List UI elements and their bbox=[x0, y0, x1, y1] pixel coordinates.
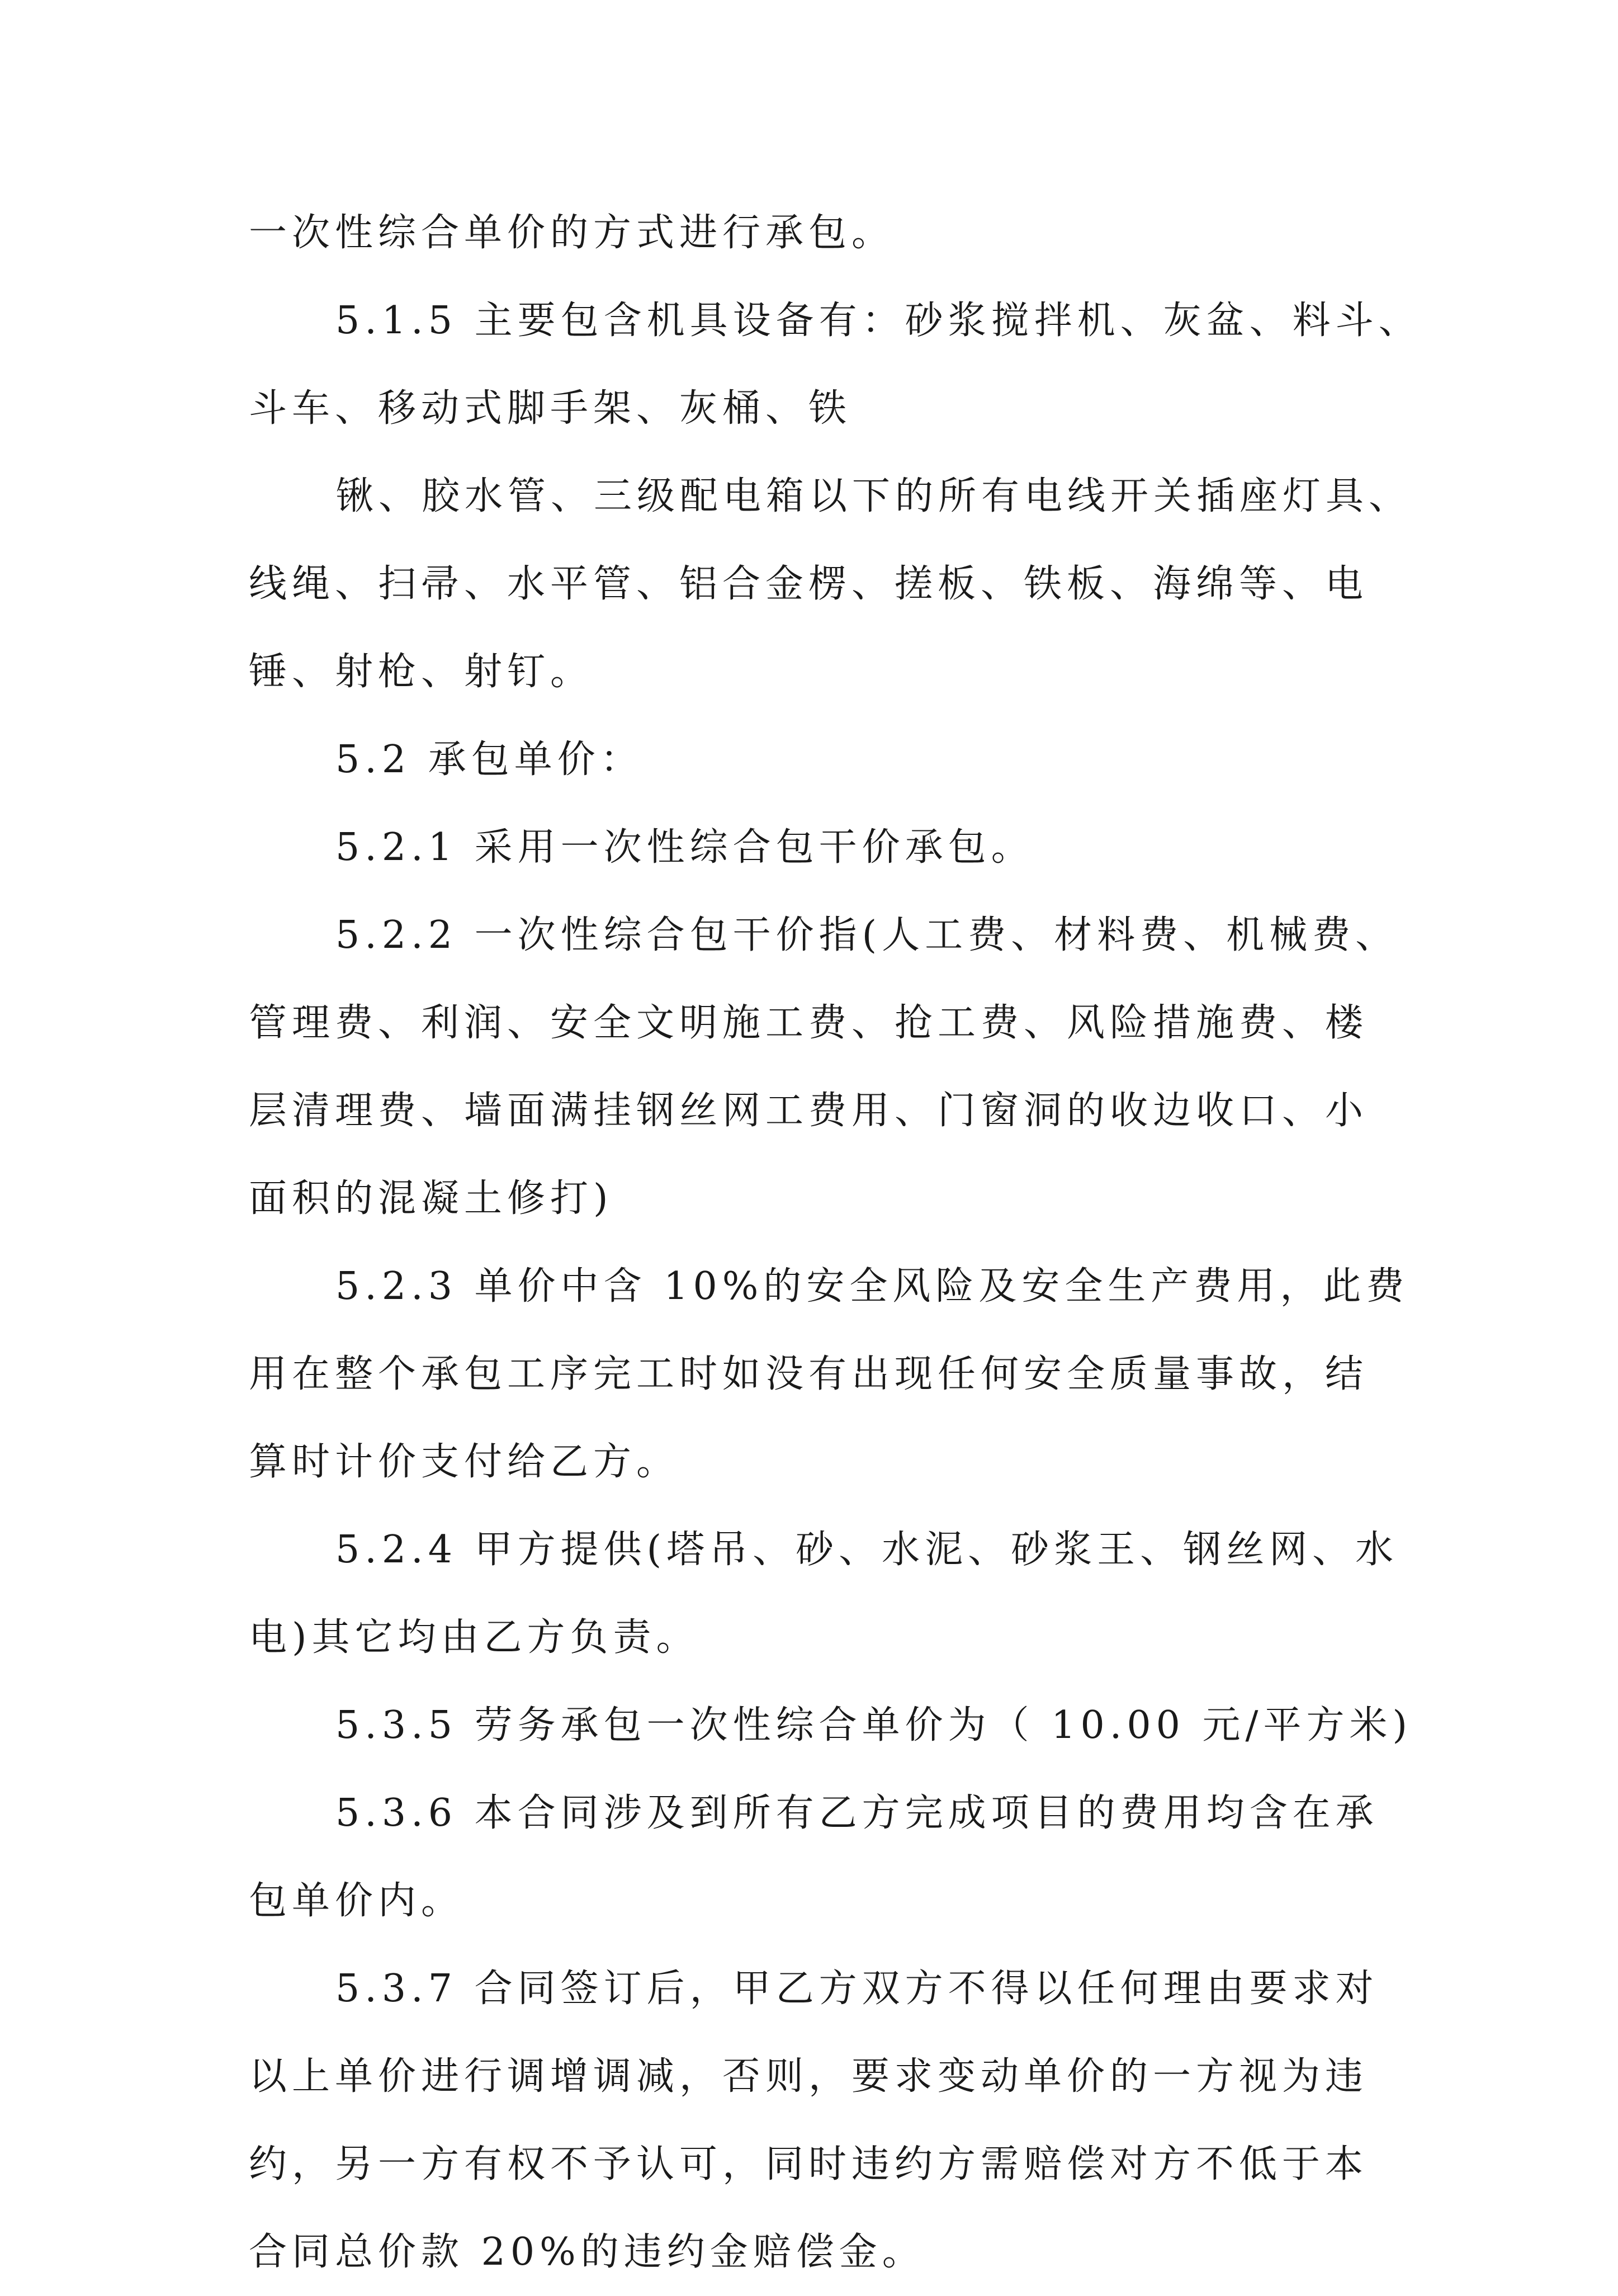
text-line: 层清理费、墙面满挂钢丝网工费用、门窗洞的收边收口、小 bbox=[249, 1089, 1369, 1133]
text-line: 锹、胶水管、三级配电箱以下的所有电线开关插座灯具、 bbox=[335, 474, 1412, 518]
section-heading: 5.2 承包单价： bbox=[335, 738, 644, 782]
paragraph-5-2-2 bbox=[249, 891, 1420, 1243]
text-line: 5.3.7 合同签订后，甲乙方双方不得以任何理由要求对 bbox=[335, 1967, 1379, 2011]
text-line: 一次性综合单价的方式进行承包。 bbox=[249, 211, 895, 255]
text-line: 约，另一方有权不予认可，同时违约方需赔偿对方不低于本 bbox=[249, 2142, 1369, 2186]
paragraph-tools-list bbox=[249, 452, 1420, 716]
paragraph-5-2 bbox=[249, 716, 1420, 804]
text-line: 线绳、扫帚、水平管、铝合金楞、搓板、铁板、海绵等、电 bbox=[249, 562, 1369, 606]
paragraph-5-2-1 bbox=[249, 804, 1420, 891]
text-line: 以上单价进行调增调减，否则，要求变动单价的一方视为违 bbox=[249, 2054, 1369, 2099]
paragraph-intro bbox=[249, 189, 1420, 277]
paragraph-5-1-5 bbox=[249, 277, 1420, 452]
text-line: 管理费、利润、安全文明施工费、抢工费、风险措施费、楼 bbox=[249, 1001, 1369, 1045]
paragraph-5-3-5 bbox=[249, 1681, 1420, 1769]
paragraph-5-3-6 bbox=[249, 1769, 1420, 1945]
text-line: 电)其它均由乙方负责。 bbox=[249, 1615, 699, 1660]
document-body bbox=[249, 189, 1420, 2296]
paragraph-5-2-4 bbox=[249, 1506, 1420, 1681]
text-line: 包单价内。 bbox=[249, 1879, 465, 1923]
text-line: 面积的混凝土修打) bbox=[249, 1177, 613, 1221]
text-line: 锤、射枪、射钉。 bbox=[249, 650, 594, 694]
text-line: 5.3.5 劳务承包一次性综合单价为（ 10.00 元/平方米) bbox=[335, 1703, 1412, 1747]
text-line: 5.1.5 主要包含机具设备有：砂浆搅拌机、灰盆、料斗、 bbox=[335, 299, 1422, 343]
text-line: 算时计价支付给乙方。 bbox=[249, 1440, 680, 1484]
text-line: 5.2.1 采用一次性综合包干价承包。 bbox=[335, 825, 1034, 870]
text-line: 5.2.4 甲方提供(塔吊、砂、水泥、砂浆王、钢丝网、水 bbox=[335, 1528, 1399, 1572]
text-line: 用在整个承包工序完工时如没有出现任何安全质量事故，结 bbox=[249, 1352, 1369, 1396]
paragraph-5-2-3 bbox=[249, 1243, 1420, 1506]
text-line: 斗车、移动式脚手架、灰桶、铁 bbox=[249, 386, 852, 431]
paragraph-5-3-7 bbox=[249, 1945, 1420, 2296]
text-line: 5.2.3 单价中含 10%的安全风险及安全生产费用，此费 bbox=[335, 1264, 1409, 1308]
text-line: 5.3.6 本合同涉及到所有乙方完成项目的费用均含在承 bbox=[335, 1791, 1379, 1835]
text-line: 合同总价款 20%的违约金赔偿金。 bbox=[249, 2230, 925, 2274]
text-line: 5.2.2 一次性综合包干价指(人工费、材料费、机械费、 bbox=[335, 913, 1399, 957]
